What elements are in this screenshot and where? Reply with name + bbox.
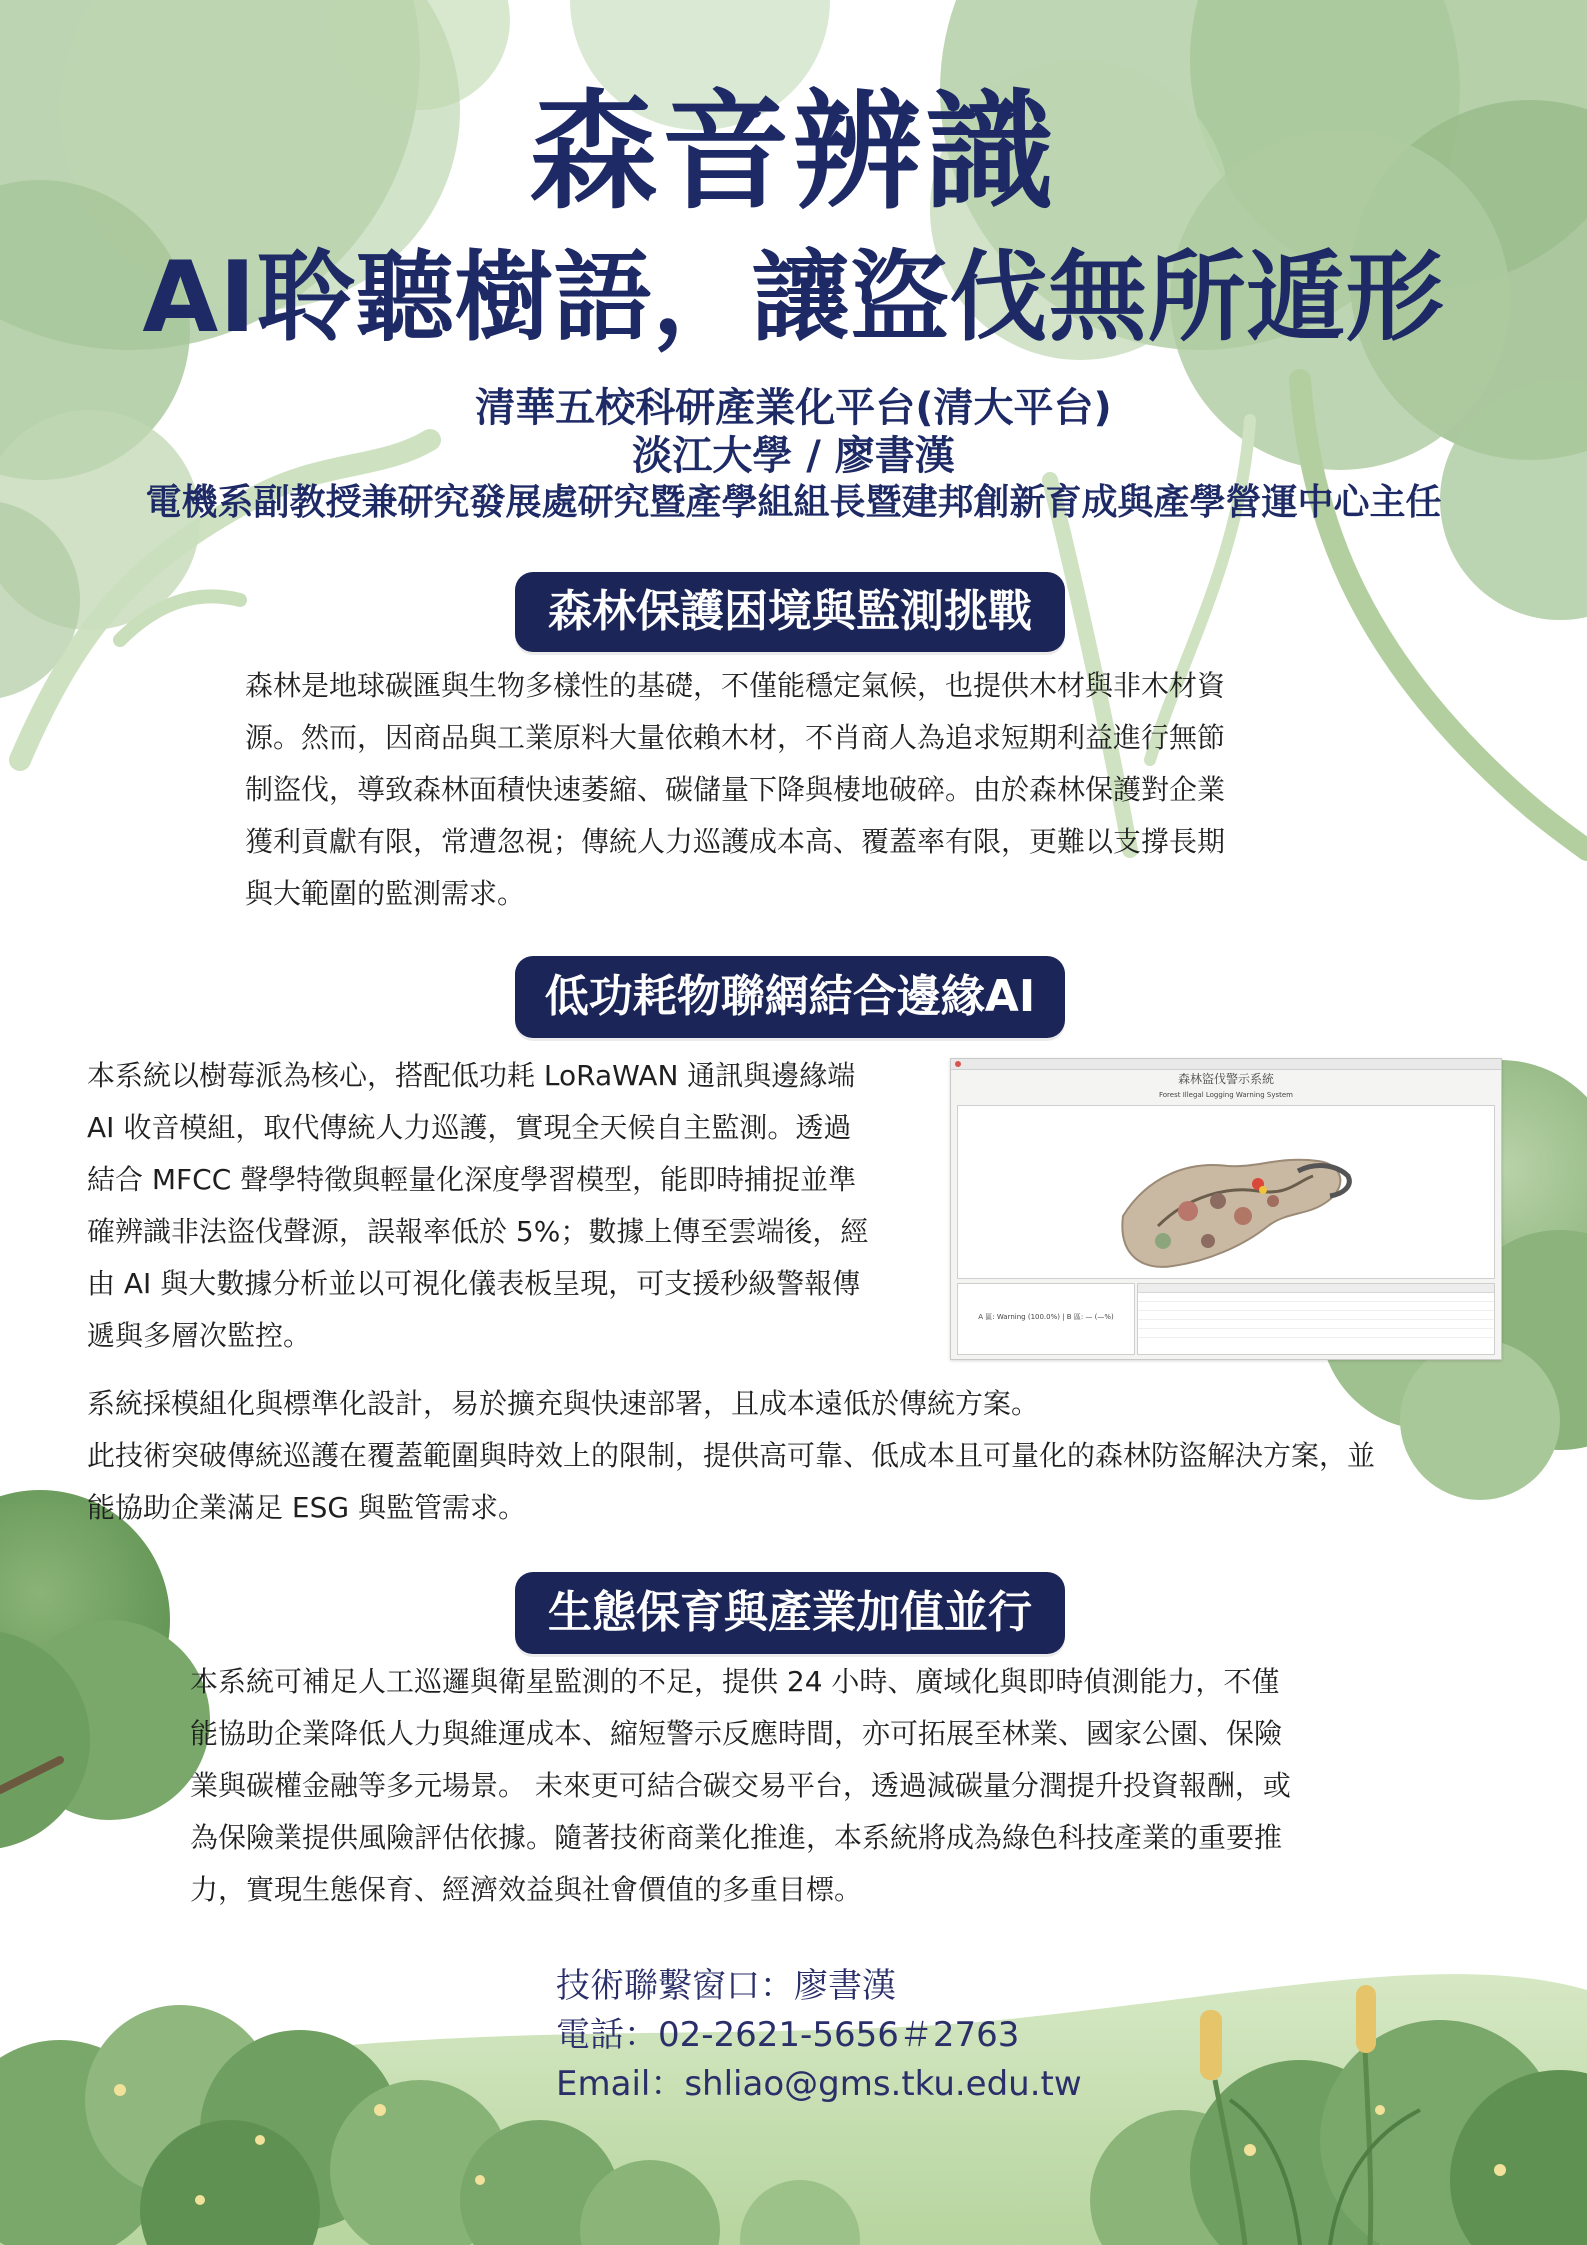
table-header bbox=[1138, 1284, 1494, 1293]
text-line: 制盜伐，導致森林面積快速萎縮、碳儲量下降與棲地破碎。由於森林保護對企業 bbox=[245, 773, 1226, 806]
table-row bbox=[1138, 1302, 1494, 1311]
text-line: 遞與多層次監控。 bbox=[87, 1319, 312, 1352]
text-line: 源。然而，因商品與工業原料大量依賴木材，不肖商人為追求短期利益進行無節 bbox=[245, 721, 1226, 754]
table-row bbox=[1138, 1320, 1494, 1329]
dashboard-title-cn: 森林盜伐警示系統 bbox=[1177, 1072, 1274, 1086]
text-line: 由 AI 與大數據分析並以可視化儀表板呈現，可支援秒級警報傳 bbox=[87, 1267, 861, 1300]
text-line: 獲利貢獻有限，常遭忽視；傳統人力巡護成本高、覆蓋率有限，更難以支撐長期 bbox=[245, 825, 1226, 858]
contact-email[interactable]: Email：shliao@gms.tku.edu.tw bbox=[556, 2064, 1082, 2104]
status-panel bbox=[957, 1283, 1135, 1355]
zone-status-text: A 區: Warning (100.0%) | B 區: — (—%) bbox=[978, 1313, 1114, 1321]
section-body-iot-edge-ai bbox=[87, 1050, 932, 1362]
bush-left-middle bbox=[0, 1490, 210, 1850]
text-line: 能協助企業滿足 ESG 與監管需求。 bbox=[87, 1491, 526, 1524]
campus-map bbox=[958, 1106, 1494, 1278]
section-body-eco-industry bbox=[190, 1656, 1410, 1916]
event-log-table bbox=[1137, 1283, 1495, 1355]
author-name: 淡江大學 / 廖書漢 bbox=[632, 433, 955, 479]
text-line: 系統採模組化與標準化設計，易於擴充與快速部署，且成本遠低於傳統方案。 bbox=[87, 1387, 1040, 1420]
text-line: 與大範圍的監測需求。 bbox=[245, 877, 526, 910]
section-body-challenges bbox=[245, 660, 1345, 920]
main-subtitle: AI聆聽樹語，讓盜伐無所遁形 bbox=[142, 241, 1445, 355]
contact-phone: 電話：02-2621-5656＃2763 bbox=[556, 2015, 1020, 2055]
text-line: AI 收音模組，取代傳統人力巡護，實現全天候自主監測。透過 bbox=[87, 1111, 852, 1144]
text-line: 森林是地球碳匯與生物多樣性的基礎，不僅能穩定氣候，也提供木材與非木材資 bbox=[245, 669, 1226, 702]
contact-person: 技術聯繫窗口：廖書漢 bbox=[556, 1966, 896, 2006]
dashboard-title-en: Forest Illegal Logging Warning System bbox=[1159, 1091, 1293, 1099]
map-panel bbox=[957, 1105, 1495, 1279]
text-line: 此技術突破傳統巡護在覆蓋範圍與時效上的限制，提供高可靠、低成本且可量化的森林防盜解決方案，並 bbox=[87, 1439, 1376, 1472]
section-heading-eco-industry: 生態保育與產業加值並行 bbox=[515, 1572, 1065, 1654]
main-title: 森音辨識 bbox=[529, 78, 1058, 227]
section-body-iot-edge-ai-continued bbox=[87, 1378, 1517, 1534]
table-row bbox=[1138, 1293, 1494, 1302]
text-line: 結合 MFCC 聲學特徵與輕量化深度學習模型，能即時捕捉並準 bbox=[87, 1163, 857, 1196]
section-heading-iot-edge-ai: 低功耗物聯網結合邊緣AI bbox=[515, 956, 1065, 1038]
text-line: 確辨識非法盜伐聲源，誤報率低於 5%；數據上傳至雲端後，經 bbox=[87, 1215, 869, 1248]
text-line: 業與碳權金融等多元場景。 未來更可結合碳交易平台，透過減碳量分潤提升投資報酬，或 bbox=[190, 1769, 1291, 1802]
contact-block bbox=[556, 1962, 1082, 2109]
table-row bbox=[1138, 1311, 1494, 1320]
table-row bbox=[1138, 1338, 1494, 1346]
system-dashboard-screenshot bbox=[950, 1058, 1502, 1360]
text-line: 為保險業提供風險評估依據。隨著技術商業化推進，本系統將成為綠色科技產業的重要推 bbox=[190, 1821, 1283, 1854]
window-icon bbox=[955, 1061, 961, 1067]
text-line: 本系統可補足人工巡邏與衛星監測的不足，提供 24 小時、廣域化與即時偵測能力，不僅 bbox=[190, 1665, 1280, 1698]
table-row bbox=[1138, 1329, 1494, 1338]
text-line: 力，實現生態保育、經濟效益與社會價值的多重目標。 bbox=[190, 1873, 863, 1906]
text-line: 能協助企業降低人力與維運成本、縮短警示反應時間，亦可拓展至林業、國家公園、保險 bbox=[190, 1717, 1283, 1750]
section-heading-challenges: 森林保護困境與監測挑戰 bbox=[515, 572, 1065, 652]
author-position: 電機系副教授兼研究發展處研究暨產學組組長暨建邦創新育成與產學營運中心主任 bbox=[145, 482, 1442, 523]
platform-name: 清華五校科研產業化平台(清大平台) bbox=[475, 385, 1112, 431]
text-line: 本系統以樹莓派為核心，搭配低功耗 LoRaWAN 通訊與邊緣端 bbox=[87, 1059, 856, 1092]
